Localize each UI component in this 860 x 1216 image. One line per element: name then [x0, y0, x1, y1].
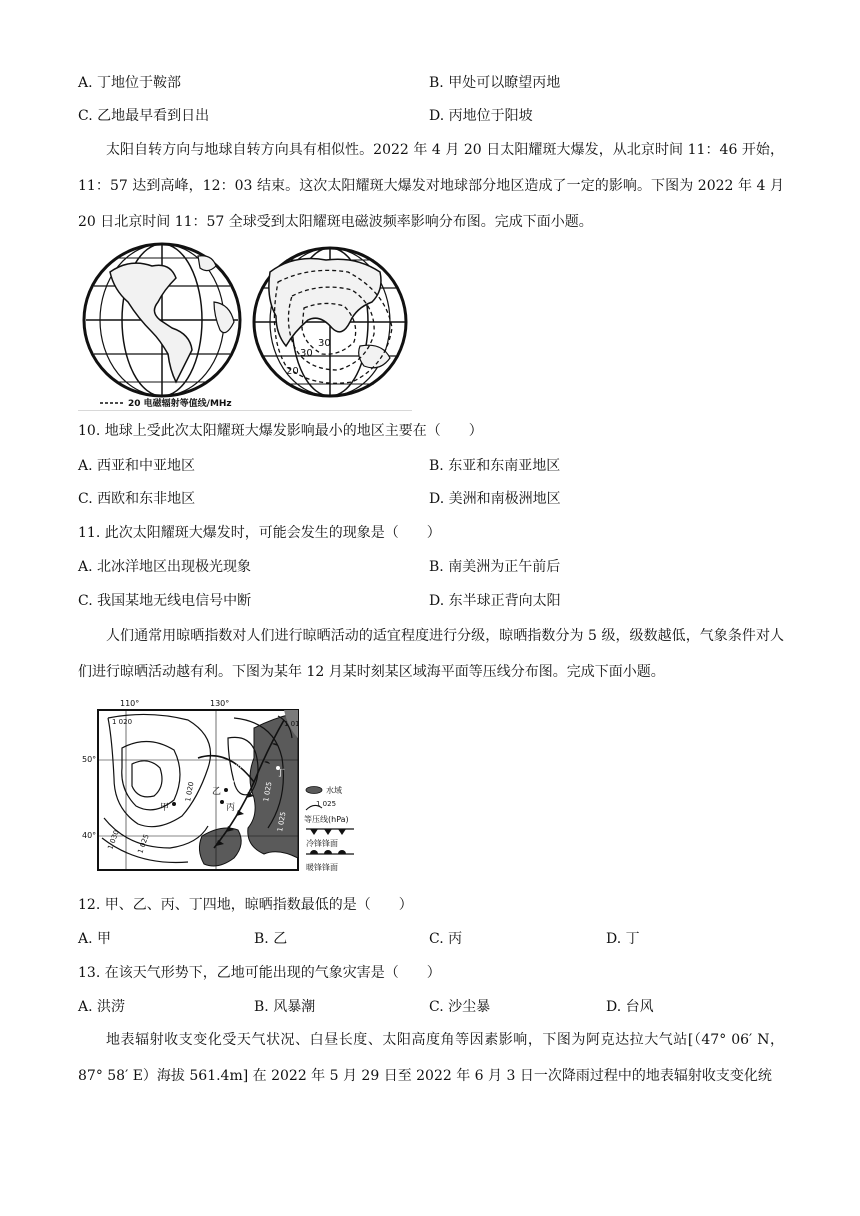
q13-option-a[interactable]: A. 洪涝: [78, 999, 126, 1015]
q9-option-b[interactable]: B. 甲处可以瞭望丙地: [429, 75, 561, 91]
drying-index-passage: [78, 618, 784, 690]
place-yi: 乙: [212, 787, 222, 797]
q13-option-d[interactable]: D. 台风: [606, 999, 654, 1015]
q13-option-c[interactable]: C. 沙尘暴: [429, 999, 491, 1015]
sun-flare-passage: [78, 132, 784, 240]
q11-option-a[interactable]: A. 北冰洋地区出现极光现象: [78, 559, 252, 575]
contour-label: 20: [286, 366, 299, 377]
q11-option-b[interactable]: B. 南美洲为正午前后: [429, 559, 561, 575]
place-jia: 甲: [160, 803, 170, 813]
q13-option-b[interactable]: B. 风暴潮: [254, 999, 316, 1015]
q10-option-b[interactable]: B. 东亚和东南亚地区: [429, 458, 561, 474]
q12-stem: 12. 甲、乙、丙、丁四地，晾晒指数最低的是（ ）: [78, 897, 413, 913]
legend-isobar: 等压线(hPa): [304, 815, 349, 824]
legend-warm-front: 暖锋锋面: [306, 863, 338, 872]
q12-option-d[interactable]: D. 丁: [606, 931, 640, 947]
radiation-passage: [78, 1022, 784, 1094]
q10-option-d[interactable]: D. 美洲和南极洲地区: [429, 491, 561, 507]
q12-option-a[interactable]: A. 甲: [78, 931, 112, 947]
q11-option-row: [78, 556, 778, 578]
lat-label: 50°: [82, 755, 97, 764]
legend-water: 水域: [326, 786, 342, 795]
legend-isobar-value: 1 025: [316, 800, 337, 808]
q9-option-a[interactable]: A. 丁地位于鞍部: [78, 75, 182, 91]
figure-divider: [78, 410, 412, 411]
q11-option-c[interactable]: C. 我国某地无线电信号中断: [78, 593, 252, 609]
q10-stem: 10. 地球上受此次太阳耀斑大爆发影响最小的地区主要在（ ）: [78, 423, 483, 439]
isobar-label: 1 020: [184, 781, 196, 803]
place-ding: 丁: [276, 769, 286, 779]
globe-figure: [80, 242, 412, 410]
pressure-map-svg: [78, 698, 368, 878]
eastern-hemisphere-globe: [254, 248, 406, 396]
legend-cold-front: 冷锋锋面: [306, 839, 338, 848]
q13-stem: 13. 在该天气形势下，乙地可能出现的气象灾害是（ ）: [78, 965, 441, 981]
q9-option-d[interactable]: D. 丙地位于阳坡: [429, 108, 533, 124]
isobar-label: 1 030: [106, 829, 121, 851]
isobar-label: 1 025: [262, 781, 274, 803]
isobar-label: 1 01: [284, 720, 300, 728]
contour-label: 30: [318, 338, 331, 349]
q9-option-row: [78, 105, 778, 127]
isobar-label: 1 025: [232, 763, 244, 785]
contour-label: 30: [300, 348, 313, 359]
q13-option-row: [78, 996, 778, 1018]
drying-index-passage-text: 人们通常用晾晒指数对人们进行晾晒活动的适宜程度进行分级，晾晒指数分为 5 级，级数越低，气象条件对人们进行晾晒活动越有利。下图为某年 12 月某时刻某区域海平面等压线分布图。完成下面小题。: [78, 628, 784, 680]
q12-option-row: [78, 928, 778, 950]
q12-option-b[interactable]: B. 乙: [254, 931, 288, 947]
isobar-label: 1 025: [136, 833, 151, 855]
western-hemisphere-globe: [84, 244, 240, 396]
pressure-map-figure: [78, 698, 368, 878]
pressure-map-legend: [304, 785, 354, 872]
q12-option-c[interactable]: C. 丙: [429, 931, 463, 947]
place-bing: 丙: [226, 803, 236, 813]
q10-option-row: [78, 455, 778, 477]
lon-label: 110°: [120, 699, 140, 708]
q10-option-c[interactable]: C. 西欧和东非地区: [78, 491, 196, 507]
isobar-label: 1 020: [112, 718, 133, 726]
q10-option-a[interactable]: A. 西亚和中亚地区: [78, 458, 196, 474]
q9-option-row: [78, 72, 778, 94]
lon-label: 130°: [210, 699, 230, 708]
globe-figure-svg: [80, 242, 412, 410]
lat-label: 40°: [82, 831, 97, 840]
isobar-label: 1 025: [276, 811, 288, 833]
q10-option-row: [78, 488, 778, 510]
q9-option-c[interactable]: C. 乙地最早看到日出: [78, 108, 210, 124]
q11-option-row: [78, 590, 778, 612]
q11-option-d[interactable]: D. 东半球正背向太阳: [429, 593, 561, 609]
q11-stem: 11. 此次太阳耀斑大爆发时，可能会发生的现象是（ ）: [78, 525, 441, 541]
radiation-passage-text: 地表辐射收支变化受天气状况、白昼长度、太阳高度角等因素影响，下图为阿克达拉大气站[（47° 06′ N，87° 58′ E）海拔 561.4m] 在 2022 年 5 月 29 日至 2022 年 6 月 3 日一次降雨过程中的地表辐射收支变化统: [78, 1032, 784, 1084]
sun-flare-passage-text: 太阳自转方向与地球自转方向具有相似性。2022 年 4 月 20 日太阳耀斑大爆发，从北京时间 11：46 开始，11：57 达到高峰，12：03 结束。这次太阳耀斑大爆发对地球部分地区造成了一定的影响。下图为 2022 年 4 月 20 日北京时间 11：57 全球受到太阳耀斑电磁波频率影响分布图。完成下面小题。: [78, 142, 784, 230]
globe-legend-text: 20 电磁辐射等值线/MHz: [128, 399, 232, 409]
